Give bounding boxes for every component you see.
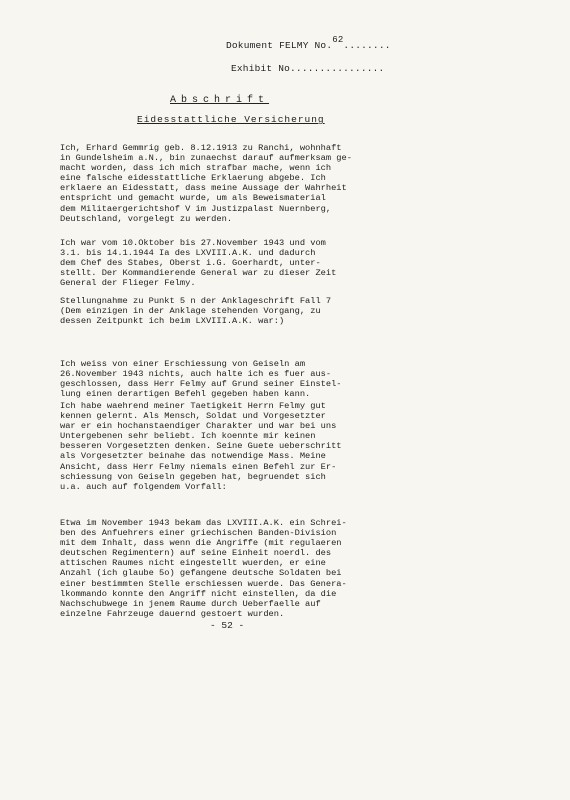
document-subtitle: Eidesstattliche Versicherung <box>137 114 325 125</box>
paragraph-character: Ich habe waehrend meiner Taetigkeit Herrn Felmy gut kennen gelernt. Als Mensch, Soldat und Vorgesetzter war er ein hochanstaendiger Charakter und war bei uns Untergebenen sehr beliebt. Ich koennte mir keinen besseren Vorgesetzten denken. Seine Guete ueberschritt als Vorgesetzter beinahe das notwendige Mass. Meine Ansicht, dass Herr Felmy niemals einen Befehl zur Er- schiessung von Geiseln gegeben hat, begruendet sich u.a. auch auf folgendem Vorfall: <box>60 401 342 492</box>
paragraph-incident: Etwa im November 1943 bekam das LXVIII.A.K. ein Schrei- ben des Anfuehrers einer griechischen Banden-Division mit dem Inhalt, dass wenn die Angriffe (mit regulaeren deutschen Regimentern) auf seine Einheit noerdl. des attischen Raumes nicht eingestellt wuerden, er eine Anzahl (ich glaube 5o) gefangene deutsche Soldaten bei einer bestimmten Stelle erschiessen wuerde. Das Genera- lkommando konnte den Angriff nicht einstellen, da die Nachschubwege in jenem Raume durch Ueberfaelle auf einzelne Fahrzeuge dauernd gestoert wurden. <box>60 518 347 619</box>
document-label: Dokument FELMY No. <box>226 40 333 51</box>
page-number: - 52 - <box>210 620 245 631</box>
exhibit-number-line <box>231 63 384 74</box>
document-title: Abschrift <box>170 95 270 106</box>
paragraph-no-knowledge: Ich weiss von einer Erschiessung von Geiseln am 26.November 1943 nichts, auch halte ich es fuer aus- geschlossen, dass Herr Felmy auf Grund seiner Einstel- lung einen derartigen Befehl gegeben haben kann. <box>60 359 342 400</box>
document-number-line <box>226 35 391 51</box>
document-dots: ........ <box>343 40 391 51</box>
exhibit-dots: ............... <box>295 63 385 74</box>
document-number: 62 <box>332 35 344 45</box>
paragraph-declaration: Ich, Erhard Gemmrig geb. 8.12.1913 zu Ranchi, wohnhaft in Gundelsheim a.N., bin zunaechst darauf aufmerksam ge- macht worden, dass ich mich strafbar mache, wenn ich eine falsche eidesstattliche Erklaerung abgebe. Ich erklaere an Eidesstatt, dass meine Aussage der Wahrheit entspricht und gemacht wurde, um als Beweismaterial dem Militaergerichtshof V im Justizpalast Nuernberg, Deutschland, vorgelegt zu werden. <box>60 143 352 224</box>
paragraph-service: Ich war vom 10.Oktober bis 27.November 1943 und vom 3.1. bis 14.1.1944 Ia des LXVIII.A.K. und dadurch dem Chef des Stabes, Oberst i.G. Goerhardt, unter- stellt. Der Kommandierende General war zu dieser Zeit General der Flieger Felmy. <box>60 238 337 289</box>
paragraph-statement-heading: Stellungnahme zu Punkt 5 n der Anklageschrift Fall 7 (Dem einzigen in der Anklage stehenden Vorgang, zu dessen Zeitpunkt ich beim LXVIII.A.K. war:) <box>60 296 332 327</box>
exhibit-label: Exhibit No. <box>231 63 296 74</box>
